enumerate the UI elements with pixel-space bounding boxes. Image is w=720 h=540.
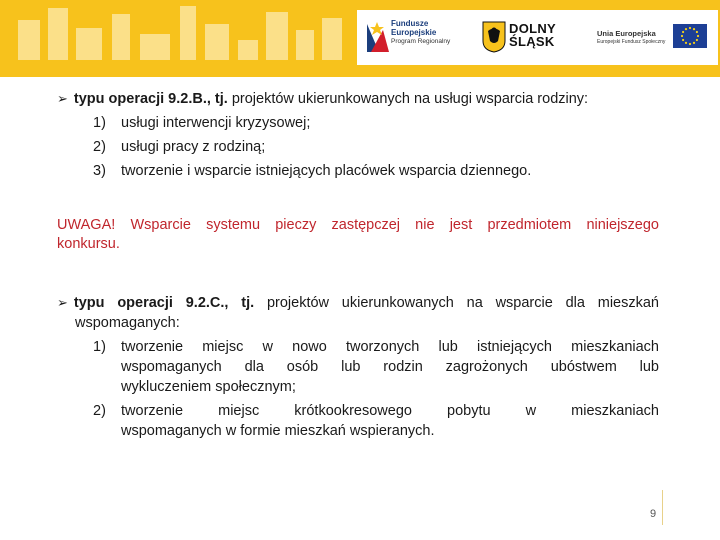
ds-line1: DOLNY: [509, 21, 556, 36]
warning-line1: [57, 217, 659, 234]
warning-text-1: Wsparcie systemu pieczy zastępczej nie jest przedmiotem niniejszego: [115, 217, 659, 233]
item-number: 2): [93, 139, 106, 155]
arrow-bullet-icon: ➢: [57, 296, 68, 311]
section2-lead-bold: typu operacji 9.2.C., tj.: [73, 295, 255, 311]
section2-item1-number: 1): [93, 339, 106, 355]
section2-item1-line1: tworzenie miejsc w nowo tworzonych lub istniejących mieszkaniach: [121, 339, 659, 355]
ue-line2: Europejski Fundusz Społeczny: [597, 39, 666, 45]
section1-lead: [57, 91, 588, 108]
section2-item2-line1: tworzenie miejsc krótkookresowego pobytu w mieszkaniach: [121, 403, 659, 419]
item-number: 3): [93, 163, 106, 179]
item-text: usługi pracy z rodziną;: [121, 139, 266, 155]
ue-line1: Unia Europejska: [597, 29, 656, 38]
arrow-bullet-icon: ➢: [57, 92, 68, 107]
ds-line2: ŚLĄSK: [509, 34, 555, 49]
warning-label: UWAGA!: [57, 217, 116, 233]
section2-lead-text-1: projektów ukierunkowanych na wsparcie dla mieszkań: [254, 295, 659, 311]
page-number: 9: [650, 508, 657, 520]
fe-line3: Program Regionalny: [391, 38, 451, 45]
section1-lead-bold: typu operacji 9.2.B., tj.: [73, 91, 228, 107]
warning-text-2: konkursu.: [57, 236, 120, 252]
section1-item-1: [93, 115, 311, 132]
fe-line2: Europejskie: [391, 28, 437, 37]
page-number-divider: [662, 490, 663, 525]
section1-lead-text: projektów ukierunkowanych na usługi wsparcia rodziny:: [227, 91, 589, 107]
section2-item2-line2: wspomaganych w formie mieszkań wspieranych.: [121, 423, 435, 439]
section2-lead-line1: [57, 295, 659, 312]
section1-item-2: [93, 139, 266, 156]
section2-item1-line3: wykluczeniem społecznym;: [121, 379, 296, 395]
section2-item1-line2: wspomaganych dla osób lub rodzin zagrożonych ubóstwem lub: [121, 359, 659, 375]
section1-item-3: [93, 163, 532, 180]
item-text: tworzenie i wsparcie istniejących placówek wsparcia dziennego.: [121, 163, 532, 179]
fe-line1: Fundusze: [391, 19, 429, 28]
item-number: 1): [93, 115, 106, 131]
section2-lead-text-2: wspomaganych:: [75, 315, 180, 331]
item-text: usługi interwencji kryzysowej;: [121, 115, 311, 131]
section2-item2-number: 2): [93, 403, 106, 419]
